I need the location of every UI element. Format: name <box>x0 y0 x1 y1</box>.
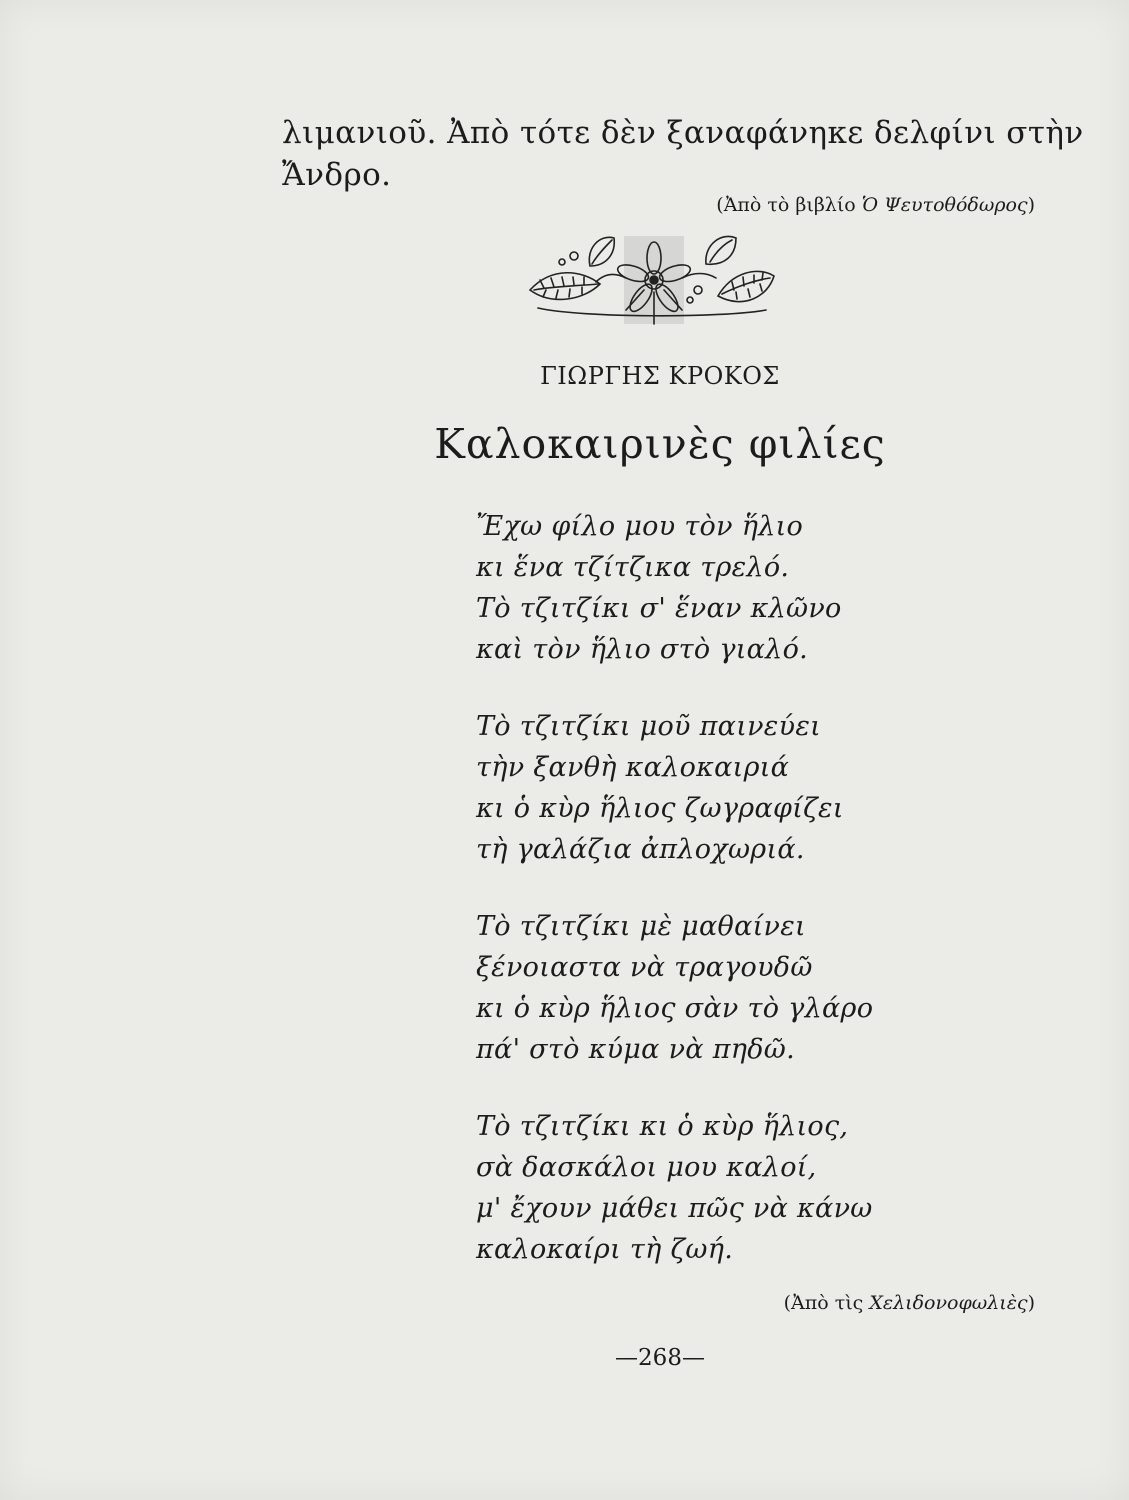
source-citation <box>784 1292 1035 1314</box>
poem-verse: κι ὁ κὺρ ἥλιος σὰν τὸ γλάρο <box>476 993 874 1024</box>
poem-verse: καλοκαίρι τὴ ζωή. <box>476 1234 734 1265</box>
poem-verse: καὶ τὸν ἥλιο στὸ γιαλό. <box>476 634 809 665</box>
poem-verse: Τὸ τζιτζίκι μοῦ παινεύει <box>476 711 821 742</box>
poem-verse: τὴν ξανθὴ καλοκαιριά <box>476 752 790 783</box>
poem-verse: ξένοιαστα νὰ τραγουδῶ <box>476 952 813 983</box>
prose-line: λιμανιοῦ. Ἀπὸ τότε δὲν ξαναφάνηκε δελφίνι στὴν <box>282 115 1084 151</box>
source-book-title: Ὁ Ψευτοθόδωρος <box>861 194 1028 216</box>
poem-stanza <box>476 706 873 870</box>
source-book-title: Χελιδονοφωλιὲς <box>869 1292 1028 1314</box>
poem-verse: πά' στὸ κύμα νὰ πηδῶ. <box>476 1034 795 1065</box>
poem-title: Καλοκαιρινὲς φιλίες <box>434 420 886 468</box>
page-number: —268— <box>615 1345 705 1371</box>
source-citation <box>716 194 1035 216</box>
poem-stanza <box>476 506 873 670</box>
poem-stanza <box>476 1106 873 1270</box>
poem-verse: Τὸ τζιτζίκι σ' ἕναν κλῶνο <box>476 593 842 624</box>
poem-verse: Τὸ τζιτζίκι μὲ μαθαίνει <box>476 911 806 942</box>
poem-verse: τὴ γαλάζια ἀπλοχωριά. <box>476 834 805 865</box>
source-prefix: (Ἀπὸ τὸ βιβλίο <box>716 194 862 216</box>
poem-verse: κι ὁ κὺρ ἥλιος ζωγραφίζει <box>476 793 844 824</box>
source-suffix: ) <box>1027 194 1035 216</box>
poem <box>476 506 873 1306</box>
source-prefix: (Ἀπὸ τὶς <box>783 1292 870 1314</box>
floral-ornament-icon <box>522 226 778 330</box>
poem-verse: κι ἕνα τζίτζικα τρελό. <box>476 552 790 583</box>
poem-verse: Τὸ τζιτζίκι κι ὁ κὺρ ἥλιος, <box>476 1111 849 1142</box>
poem-verse: σὰ δασκάλοι μου καλοί, <box>476 1152 817 1183</box>
poem-verse: μ' ἔχουν μάθει πῶς νὰ κάνω <box>476 1193 873 1224</box>
poem-verse: Ἔχω φίλο μου τὸν ἥλιο <box>476 511 804 542</box>
poem-stanza <box>476 906 873 1070</box>
source-suffix: ) <box>1027 1292 1035 1314</box>
prose-line: Ἄνδρο. <box>282 157 392 193</box>
author-name: ΓΙΩΡΓΗΣ ΚΡΟΚΟΣ <box>540 362 780 390</box>
